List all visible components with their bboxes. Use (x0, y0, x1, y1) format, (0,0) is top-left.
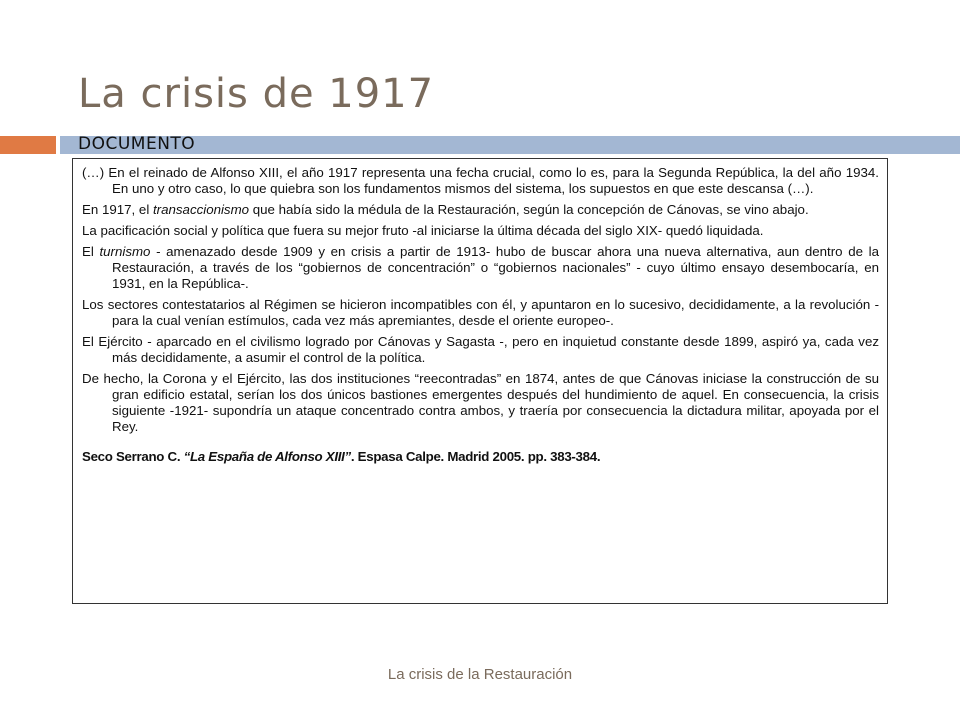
term-turnismo: turnismo (99, 244, 151, 259)
paragraph-3: La pacificación social y política que fuera su mejor fruto -al iniciarse la última década del siglo XIX- quedó liquidada. (82, 223, 764, 238)
slide-footer: La crisis de la Restauración (387, 666, 573, 683)
accent-bar-orange (0, 136, 56, 154)
paragraph-7: De hecho, la Corona y el Ejército, las dos instituciones “reecontradas” en 1874, antes de que Cánovas iniciase la construcción de su gran edificio estatal, serían los dos únicos bastiones emergentes después del hundimiento de aquel. En consecuencia, la crisis siguiente -1921- supondría un ataque concentrado contra ambos, y traería por consecuencia la dictadura militar, apoyada por el Rey. (82, 371, 879, 434)
paragraph-2: En 1917, el transaccionismo que había sido la médula de la Restauración, según la concepción de Cánovas, se vino abajo. (82, 202, 809, 217)
citation (82, 449, 879, 464)
citation-work: “La España de Alfonso XIII” (183, 449, 351, 464)
section-label: DOCUMENTO (78, 134, 196, 154)
paragraph-6: El Ejército - aparcado en el civilismo logrado por Cánovas y Sagasta -, pero en inquietud constante desde 1899, aspiró ya, cada vez más decididamente, a asumir el control de la política. (82, 334, 879, 365)
citation-publisher: . Espasa Calpe. Madrid 2005. pp. 383-384. (350, 449, 601, 464)
document-box (72, 158, 888, 604)
citation-author: Seco Serrano C. (82, 449, 184, 464)
slide-title: La crisis de 1917 (78, 71, 435, 117)
term-transaccionismo: transaccionismo (152, 202, 250, 217)
paragraph-1: (…) En el reinado de Alfonso XIII, el año 1917 representa una fecha crucial, como lo es, para la Segunda República, la del año 1934. En uno y otro caso, lo que quiebra son los fundamentos mismos del sistema, los supuestos en que este descansa (…). (82, 165, 879, 196)
paragraph-4: El turnismo - amenazado desde 1909 y en crisis a partir de 1913- hubo de buscar ahora una nueva alternativa, aun dentro de la Restauración, a través de los “gobiernos de concentración” o “gobiernos nacionales” - cuyo último ensayo desembocaría, en 1931, en la República-. (82, 244, 879, 291)
paragraph-5: Los sectores contestatarios al Régimen se hicieron incompatibles con él, y apuntaron en lo sucesivo, decididamente, a la revolución - para la cual venían estímulos, cada vez más apremiantes, desde el oriente europeo-. (82, 297, 879, 328)
